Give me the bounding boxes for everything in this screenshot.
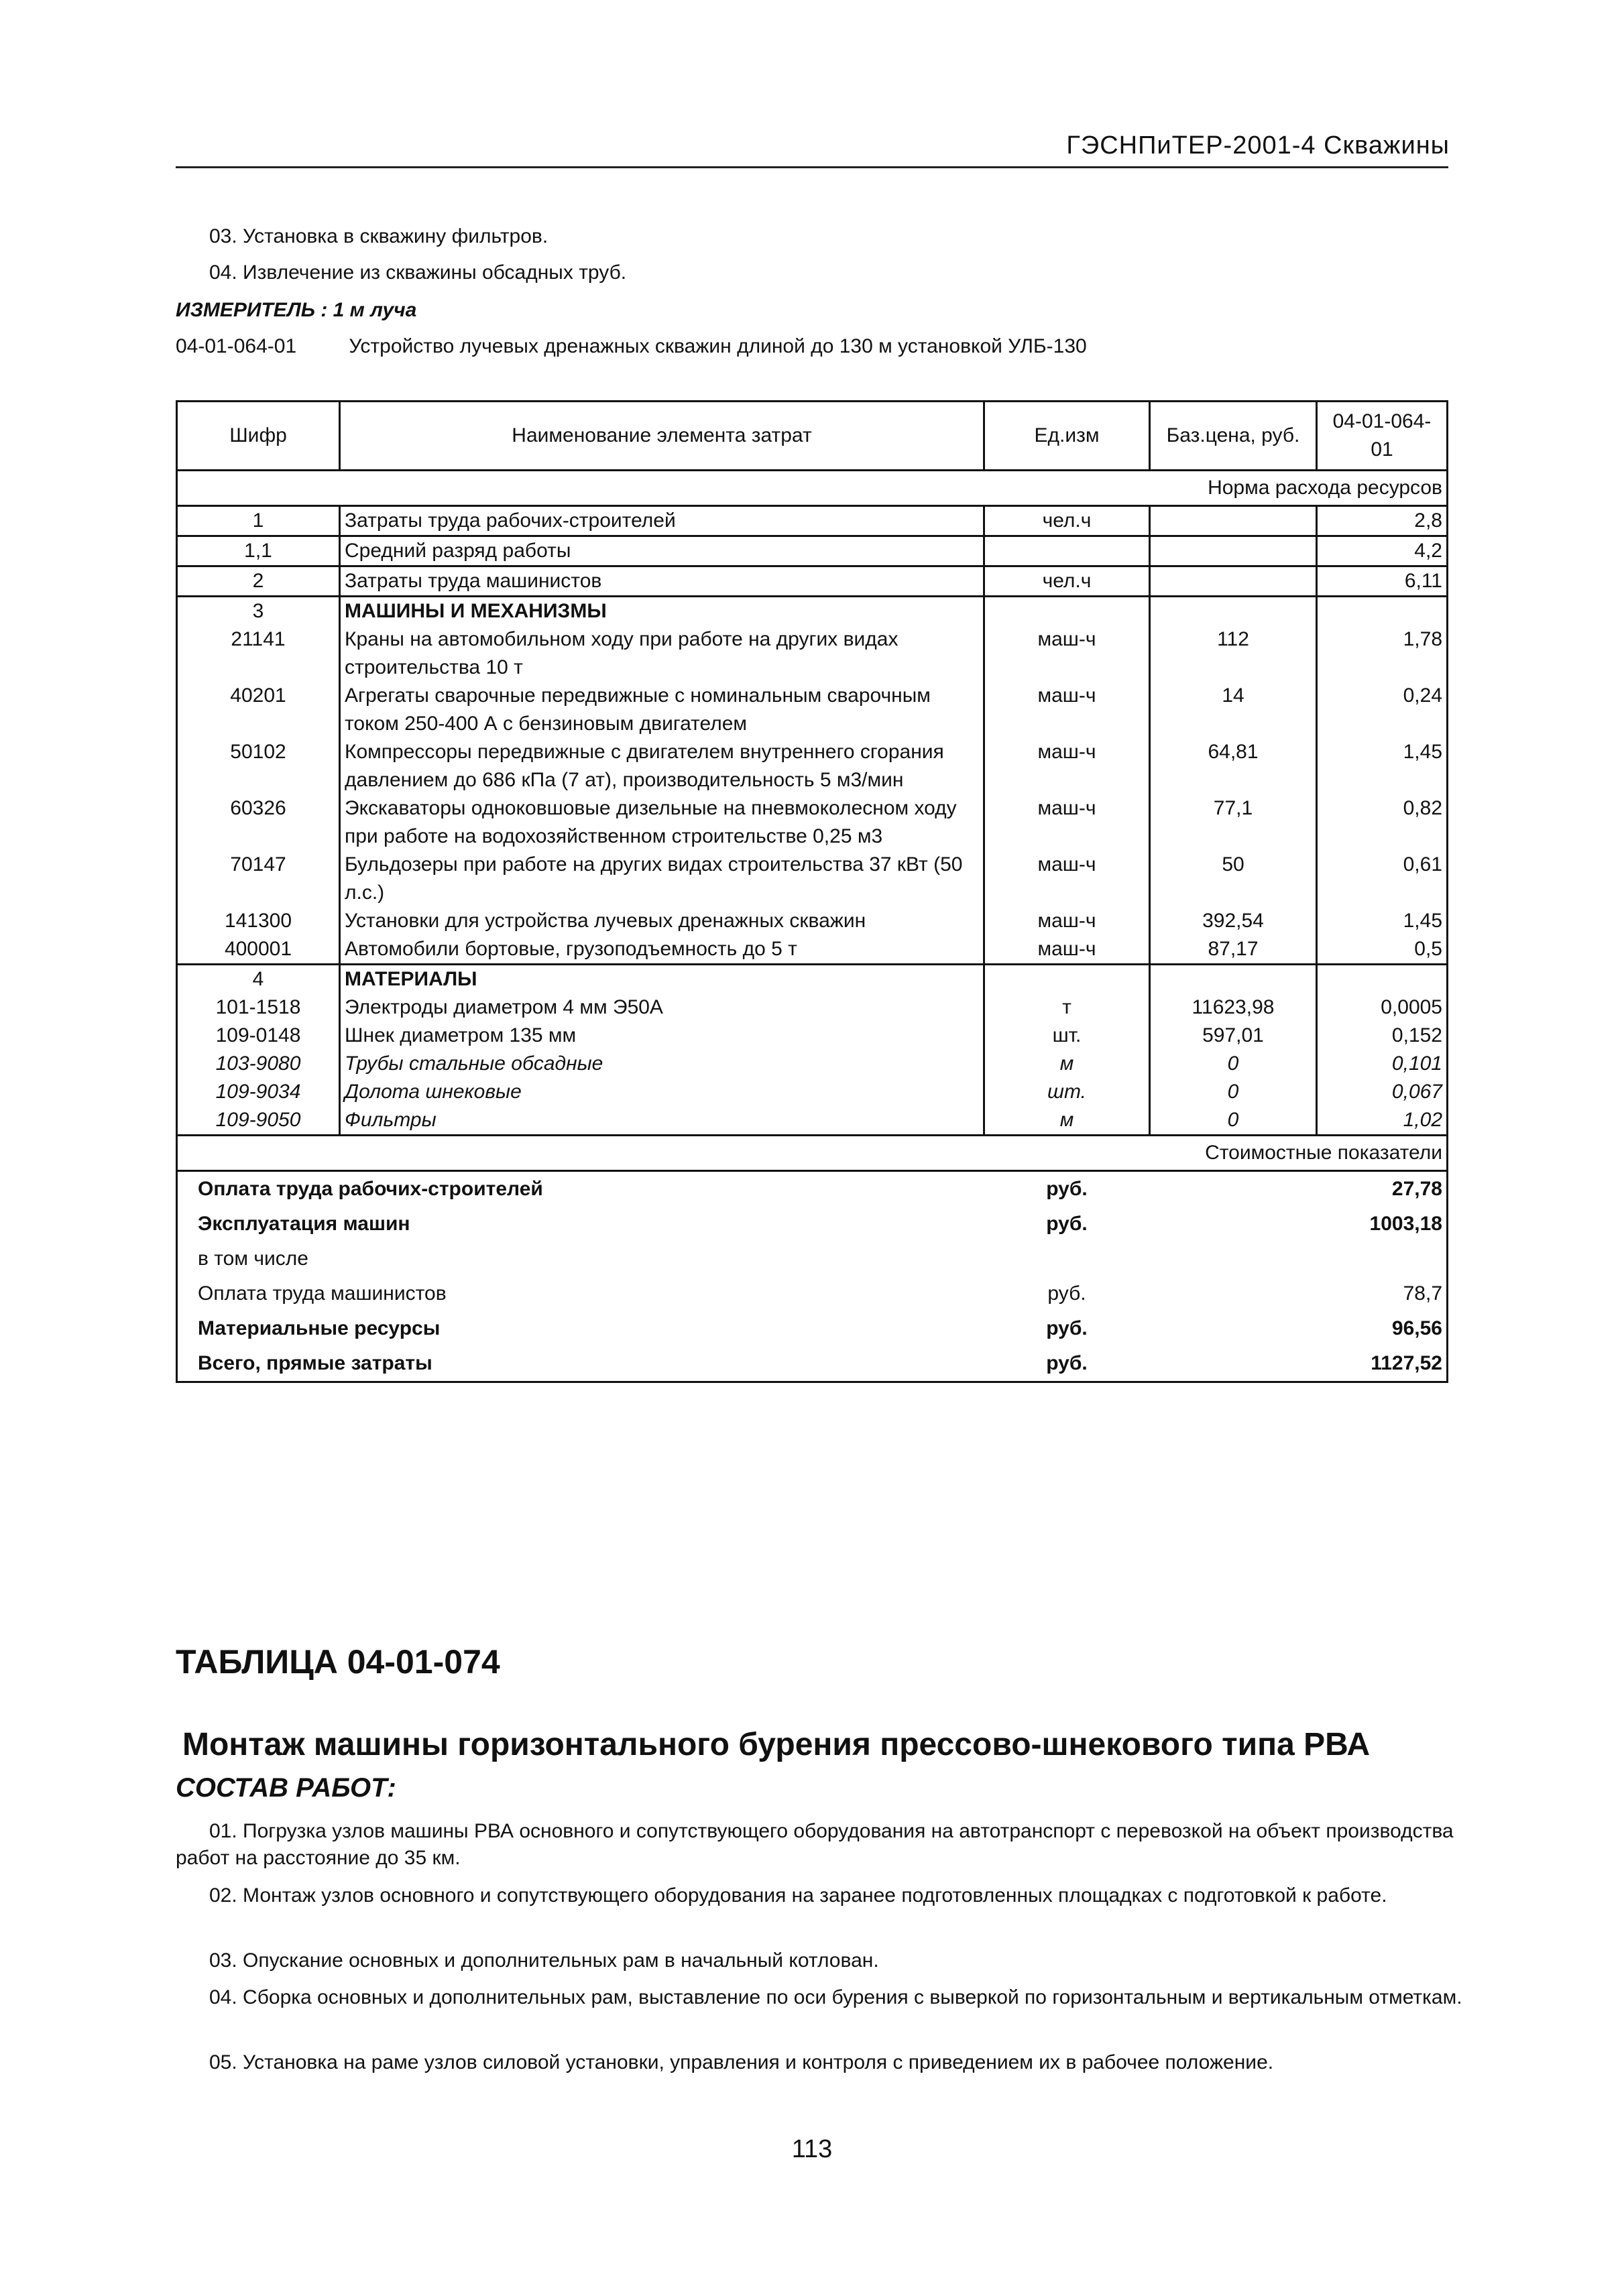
table-row	[177, 1078, 1448, 1106]
cost-label: в том числе	[177, 1242, 984, 1276]
cell-price	[1150, 566, 1317, 597]
cell-value: 2,8	[1317, 506, 1448, 536]
norm-banner-row	[177, 471, 1448, 506]
cell-price: 112	[1150, 625, 1317, 682]
cost-value: 96,56	[1317, 1311, 1448, 1346]
cell-name: Компрессоры передвижные с двигателем внутреннего сгорания давлением до 686 кПа (7 ат), производительность 5 м3/мин	[340, 738, 984, 794]
work-step-paragraph: 03. Опускание основных и дополнительных рам в начальный котлован.	[209, 1949, 879, 1972]
table-row	[177, 536, 1448, 566]
cell-unit: маш-ч	[984, 738, 1150, 794]
cell-unit: м	[984, 1106, 1150, 1136]
cost-unit: руб.	[1046, 1317, 1088, 1339]
cell-unit: маш-ч	[984, 935, 1150, 965]
cell-name: Затраты труда машинистов	[340, 566, 984, 597]
cell-price: 50	[1150, 851, 1317, 907]
work-item: 03. Установка в скважину фильтров.	[209, 225, 548, 247]
page-number: 113	[791, 2135, 833, 2163]
cell-value: 0,152	[1317, 1022, 1448, 1050]
cell-name: Установки для устройства лучевых дренажных скважин	[340, 907, 984, 935]
table-row	[177, 682, 1448, 738]
cell-unit: м	[984, 1050, 1150, 1078]
section-heading-materials: МАТЕРИАЛЫ	[340, 965, 984, 994]
table-row	[177, 794, 1448, 851]
cell-value: 0,61	[1317, 851, 1448, 907]
measure-unit: ИЗМЕРИТЕЛЬ : 1 м луча	[176, 299, 417, 321]
cell-name: Агрегаты сварочные передвижные с номинальным сварочным током 250-400 А с бензиновым двигателем	[340, 682, 984, 738]
table-header-row	[177, 402, 1448, 471]
table-row	[177, 851, 1448, 907]
cell-value: 0,101	[1317, 1050, 1448, 1078]
cell-price: 0	[1150, 1106, 1317, 1136]
cell-name: Долота шнековые	[340, 1078, 984, 1106]
norm-code-line	[176, 335, 1087, 358]
page-header-title: ГЭСНПиТЕР-2001-4 Скважины	[1066, 131, 1450, 160]
cell-value: 1,45	[1317, 907, 1448, 935]
work-item: 04. Извлечение из скважины обсадных труб.	[209, 261, 627, 284]
norm-banner: Норма расхода ресурсов	[177, 471, 1448, 506]
header-name: Наименование элемента затрат	[340, 402, 984, 471]
cost-value: 78,7	[1317, 1276, 1448, 1311]
cell-name: Затраты труда рабочих-строителей	[340, 506, 984, 536]
work-step-paragraph: 05. Установка на раме узлов силовой установки, управления и контроля с приведением их в рабочее положение.	[209, 2051, 1274, 2073]
cell-unit: т	[984, 993, 1150, 1022]
cell-value: 1,45	[1317, 738, 1448, 794]
cell-value: 4,2	[1317, 536, 1448, 566]
cost-label: Оплата труда машинистов	[177, 1276, 984, 1311]
cell-unit: маш-ч	[984, 682, 1150, 738]
cell-value: 0,5	[1317, 935, 1448, 965]
table-row	[177, 566, 1448, 597]
cell-name: Шнек диаметром 135 мм	[340, 1022, 984, 1050]
cost-unit: руб.	[1046, 1213, 1088, 1235]
table-title: ТАБЛИЦА 04-01-074	[176, 1643, 500, 1681]
cell-unit: шт.	[984, 1022, 1150, 1050]
cost-unit	[984, 1242, 1150, 1276]
cell-unit	[984, 536, 1150, 566]
cell-code: 50102	[177, 738, 340, 794]
header-rule	[176, 166, 1448, 168]
cost-banner-row	[177, 1136, 1448, 1171]
cell-price: 11623,98	[1150, 993, 1317, 1022]
cell-price: 0	[1150, 1078, 1317, 1106]
cell-code: 109-9050	[177, 1106, 340, 1136]
section-title: Монтаж машины горизонтального бурения прессово-шнекового типа РВА	[182, 1727, 1371, 1762]
work-step-paragraph: 04. Сборка основных и дополнительных рам, выставление по оси бурения с выверкой по горизонтальным и вертикальным отметкам.	[209, 1986, 1462, 2008]
cell-code: 21141	[177, 625, 340, 682]
cell-value: 0,0005	[1317, 993, 1448, 1022]
cell-price: 0	[1150, 1050, 1317, 1078]
cell-price: 64,81	[1150, 738, 1317, 794]
table-row	[177, 625, 1448, 682]
table-row	[177, 1050, 1448, 1078]
cell-name: Электроды диаметром 4 мм Э50А	[340, 993, 984, 1022]
cost-row	[177, 1311, 1448, 1346]
cost-unit: руб.	[1046, 1178, 1088, 1200]
cost-label: Оплата труда рабочих-строителей	[177, 1171, 984, 1207]
table-row	[177, 935, 1448, 965]
table-row	[177, 965, 1448, 994]
cell-name: Фильтры	[340, 1106, 984, 1136]
cell-price: 87,17	[1150, 935, 1317, 965]
cell-code: 40201	[177, 682, 340, 738]
cell-code: 4	[177, 965, 340, 994]
work-step-paragraph: 02. Монтаж узлов основного и сопутствующего оборудования на заранее подготовленных площадках с подготовкой к работе.	[209, 1884, 1387, 1907]
table-row	[177, 993, 1448, 1022]
cell-unit: чел.ч	[984, 566, 1150, 597]
cell-code: 109-0148	[177, 1022, 340, 1050]
cell-price: 77,1	[1150, 794, 1317, 851]
cost-value: 1003,18	[1317, 1207, 1448, 1242]
cell-code: 101-1518	[177, 993, 340, 1022]
cell-unit: маш-ч	[984, 851, 1150, 907]
work-step-paragraph: 01. Погрузка узлов машины РВА основного и сопутствующего оборудования на автотранспорт с перевозкой на объект производства работ на расстояние до 35 км.	[176, 1820, 1454, 1869]
cell-value: 0,067	[1317, 1078, 1448, 1106]
table-row	[177, 597, 1448, 626]
table-row	[177, 738, 1448, 794]
cell-code: 109-9034	[177, 1078, 340, 1106]
cell-price	[1150, 506, 1317, 536]
work-composition-heading: СОСТАВ РАБОТ:	[176, 1773, 396, 1803]
cell-price	[1150, 536, 1317, 566]
norm-description: Устройство лучевых дренажных скважин длиной до 130 м установкой УЛБ-130	[349, 335, 1087, 357]
cost-value: 27,78	[1317, 1171, 1448, 1207]
cost-label: Материальные ресурсы	[177, 1311, 984, 1346]
cell-code: 141300	[177, 907, 340, 935]
table-row	[177, 907, 1448, 935]
cell-price: 597,01	[1150, 1022, 1317, 1050]
cost-row	[177, 1171, 1448, 1207]
section-heading-machines: МАШИНЫ И МЕХАНИЗМЫ	[340, 597, 984, 626]
cost-row	[177, 1207, 1448, 1242]
cell-value: 6,11	[1317, 566, 1448, 597]
cell-code: 2	[177, 566, 340, 597]
cost-label: Эксплуатация машин	[177, 1207, 984, 1242]
resource-table	[176, 400, 1448, 1383]
cell-price: 14	[1150, 682, 1317, 738]
table-row	[177, 506, 1448, 536]
cell-unit: шт.	[984, 1078, 1150, 1106]
header-code: Шифр	[177, 402, 340, 471]
cell-name: Автомобили бортовые, грузоподъемность до 5 т	[340, 935, 984, 965]
cell-unit: чел.ч	[984, 506, 1150, 536]
cell-code: 400001	[177, 935, 340, 965]
norm-code: 04-01-064-01	[176, 335, 297, 357]
cell-unit: маш-ч	[984, 794, 1150, 851]
cell-value: 0,24	[1317, 682, 1448, 738]
cell-name: Экскаваторы одноковшовые дизельные на пневмоколесном ходу при работе на водохозяйственном строительстве 0,25 м3	[340, 794, 984, 851]
header-unit: Ед.изм	[984, 402, 1150, 471]
cell-value: 0,82	[1317, 794, 1448, 851]
cost-value	[1317, 1242, 1448, 1276]
cell-name: Средний разряд работы	[340, 536, 984, 566]
header-norm-code: 04-01-064-01	[1317, 402, 1448, 471]
cell-code: 103-9080	[177, 1050, 340, 1078]
cell-code: 60326	[177, 794, 340, 851]
cost-row	[177, 1276, 1448, 1311]
cell-value: 1,02	[1317, 1106, 1448, 1136]
cell-name: Трубы стальные обсадные	[340, 1050, 984, 1078]
table-row	[177, 1106, 1448, 1136]
cell-value: 1,78	[1317, 625, 1448, 682]
cell-unit: маш-ч	[984, 907, 1150, 935]
cost-unit: руб.	[1047, 1282, 1086, 1305]
cost-row	[177, 1242, 1448, 1276]
cost-banner: Стоимостные показатели	[177, 1136, 1448, 1171]
table-row	[177, 1022, 1448, 1050]
cell-code: 70147	[177, 851, 340, 907]
cell-code: 1,1	[177, 536, 340, 566]
cost-unit: руб.	[984, 1346, 1150, 1382]
cell-name: Краны на автомобильном ходу при работе на других видах строительства 10 т	[340, 625, 984, 682]
cell-code: 1	[177, 506, 340, 536]
cell-unit: маш-ч	[984, 625, 1150, 682]
cell-code: 3	[177, 597, 340, 626]
cost-value: 1127,52	[1317, 1346, 1448, 1382]
header-price: Баз.цена, руб.	[1150, 402, 1317, 471]
cell-price: 392,54	[1150, 907, 1317, 935]
cost-row	[177, 1346, 1448, 1382]
cost-label: Всего, прямые затраты	[177, 1346, 984, 1382]
cell-name: Бульдозеры при работе на других видах строительства 37 кВт (50 л.с.)	[340, 851, 984, 907]
